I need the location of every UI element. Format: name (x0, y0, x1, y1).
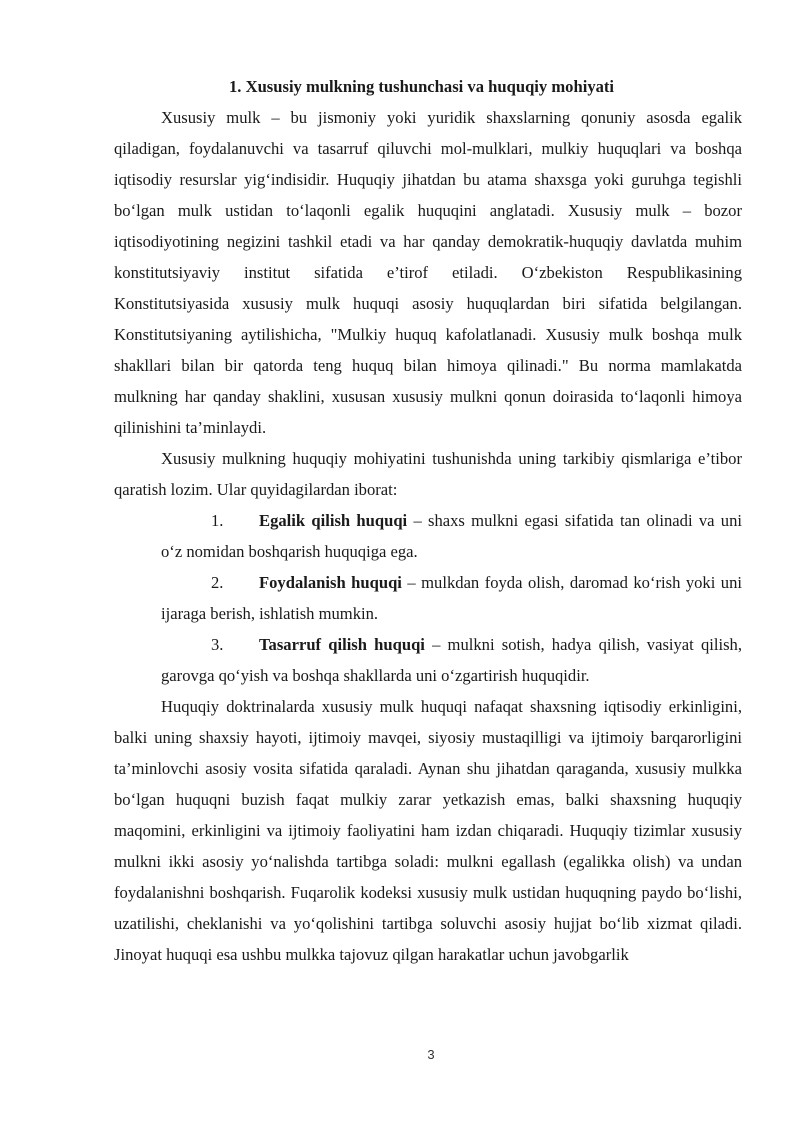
list-text: – mulkdan foyda olish, daromad ko‘rish yoki uni ijaraga berish, ishlatish mumkin. (161, 573, 743, 623)
page-body (114, 71, 742, 970)
list-term: Tasarruf qilish huquqi (259, 635, 425, 654)
list-item-ownership (114, 505, 742, 567)
page-number: 3 (427, 1047, 435, 1062)
list-number: 2. (211, 573, 224, 592)
list-text: – shaxs mulkni egasi sifatida tan olinadi va uni o‘z nomidan boshqarish huquqiga ega. (161, 511, 742, 561)
list-item-disposal (114, 629, 742, 691)
paragraph-components-intro: Xususiy mulkning huquqiy mohiyatini tushunishda uning tarkibiy qismlariga e’tibor qaratish lozim. Ular quyidagilardan iborat: (114, 449, 742, 499)
list-term: Egalik qilish huquqi (259, 511, 408, 530)
list-item-use (114, 567, 742, 629)
list-text: – mulkni sotish, hadya qilish, vasiyat qilish, garovga qo‘yish va boshqa shakllarda uni o‘zgartirish huquqidir. (161, 635, 742, 685)
paragraph-definition: Xususiy mulk – bu jismoniy yoki yuridik shaxslarning qonuniy asosda egalik qiladigan, foydalanuvchi va tasarruf qiluvchi mol-mulklari, mulkiy huquqlari va boshqa iqtisodiy resurslar yig‘indisidir. Huquqiy jihatdan bu atama shaxsga yoki guruhga tegishli bo‘lgan mulk ustidan to‘laqonli egalik huquqini anglatadi. Xususiy mulk – bozor iqtisodiyotining negizini tashkil etadi va har qanday demokratik-huquqiy davlatda muhim konstitutsiyaviy institut sifatida e’tirof etiladi. O‘zbekiston Respublikasining Konstitutsiyasida xususiy mulk huquqi asosiy huquqlardan biri sifatida belgilangan. Konstitutsiyaning aytilishicha, "Mulkiy huquq kafolatlanadi. Xususiy mulk boshqa mulk shakllari bilan bir qatorda teng huquq bilan himoya qilinadi." Bu norma mamlakatda mulkning har qanday shaklini, xususan xususiy mulkni qonun doirasida to‘laqonli himoya qilinishini ta’minlaydi. (114, 108, 742, 437)
paragraph-doctrine: Huquqiy doktrinalarda xususiy mulk huquqi nafaqat shaxsning iqtisodiy erkinligini, balki uning shaxsiy hayoti, ijtimoiy mavqei, siyosiy mustaqilligi va ijtimoiy barqarorligini ta’minlovchi asosiy vosita sifatida qaraladi. Aynan shu jihatdan qaraganda, xususiy mulkka bo‘lgan huquqni buzish faqat mulkiy zarar yetkazish emas, balki shaxsning huquqiy maqomini, erkinligini va ijtimoiy faoliyatini ham izdan chiqaradi. Huquqiy tizimlar xususiy mulkni ikki asosiy yo‘nalishda tartibga soladi: mulkni egallash (egalikka olish) va undan foydalanishni boshqarish. Fuqarolik kodeksi xususiy mulk ustidan huquqning paydo bo‘lishi, uzatilishi, cheklanishi va yo‘qolishini tartibga soluvchi asosiy hujjat bo‘lib xizmat qiladi. Jinoyat huquqi esa ushbu mulkka tajovuz qilgan harakatlar uchun javobgarlik (114, 697, 742, 964)
list-term: Foydalanish huquqi (259, 573, 402, 592)
list-number: 1. (211, 511, 224, 530)
section-heading: 1. Xususiy mulkning tushunchasi va huquqiy mohiyati (229, 77, 615, 96)
list-number: 3. (211, 635, 224, 654)
